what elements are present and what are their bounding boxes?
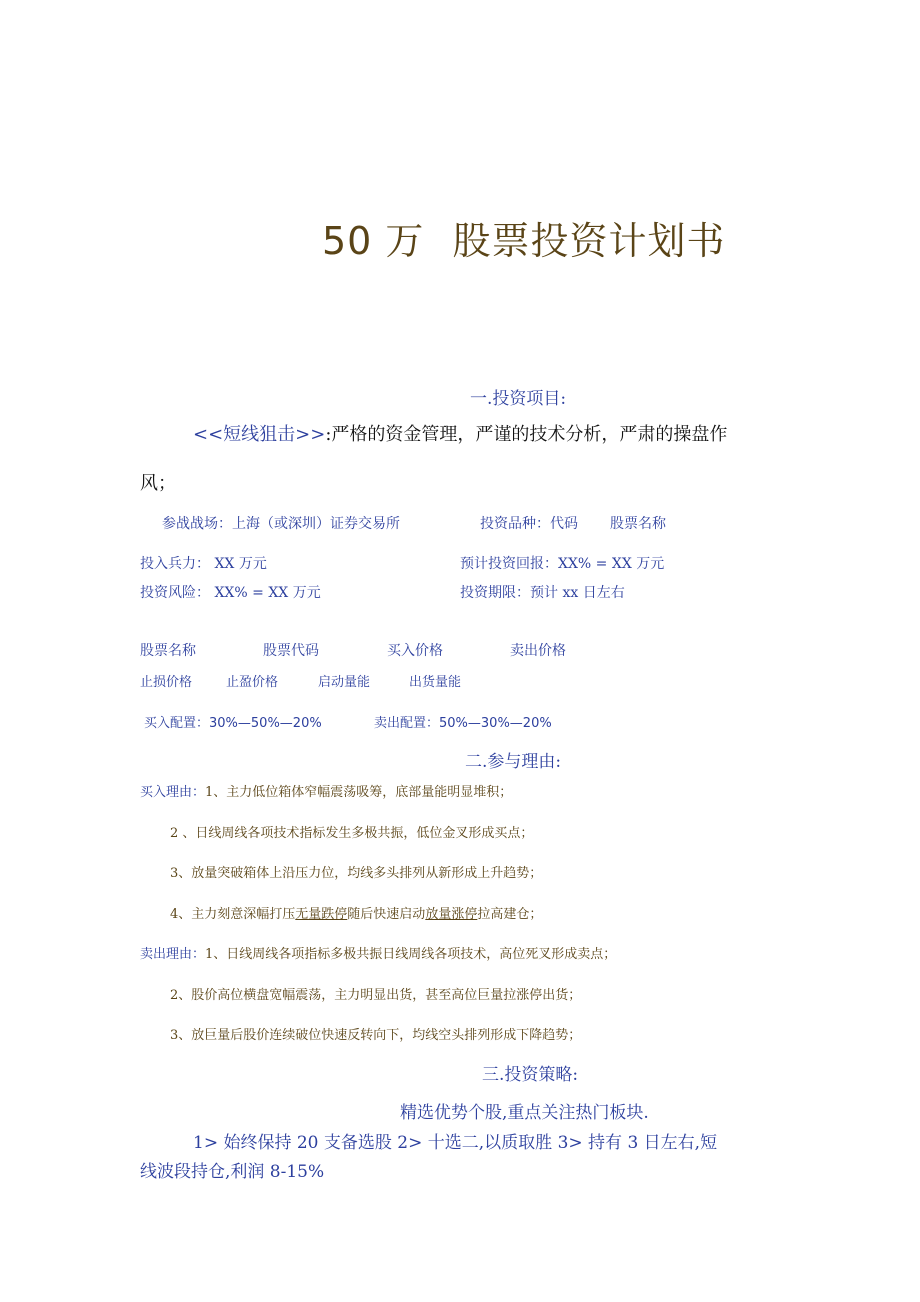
section2-heading: 二.参与理由: xyxy=(465,752,562,772)
sell-label: 卖出理由： xyxy=(140,947,206,962)
title-amount: 50 万 xyxy=(322,219,425,263)
variety-name-field: 股票名称 xyxy=(610,516,666,532)
period-field: 投资期限：预计 xx 日左右 xyxy=(460,585,625,601)
section3-heading: 三.投资策略: xyxy=(482,1065,579,1085)
page-title xyxy=(322,210,725,265)
buy-reason-line xyxy=(170,903,542,922)
sell-alloc-label: 卖出配置： xyxy=(374,716,440,731)
slogan-quote: <<短线狙击>> xyxy=(193,424,326,445)
slogan-text: :严格的资金管理，严谨的技术分析，严肃的操盘作 xyxy=(325,424,728,445)
buy-reason-line xyxy=(140,781,512,800)
buy-alloc-value: 30%—50%—20% xyxy=(209,716,322,731)
sell-reason-line: 3、放巨量后股价连续破位快速反转向下，均线空头排列形成下降趋势； xyxy=(170,1028,582,1043)
buy-allocation xyxy=(144,712,322,731)
buy-alloc-label: 买入配置： xyxy=(144,716,210,731)
strategy-line: 线波段持仓,利润 8-15% xyxy=(140,1162,325,1182)
underlined-term: 无量跌停 xyxy=(295,907,348,922)
reason-text: 随后快速启动 xyxy=(347,907,426,922)
buy-label: 买入理由： xyxy=(140,785,206,800)
variety-field: 投资品种：代码 xyxy=(480,516,578,532)
buy-reason-line: 3、放量突破箱体上沿压力位，均线多头排列从新形成上升趋势； xyxy=(170,866,543,881)
sell-reason-text: 1、日线周线各项指标多极共振日线周线各项技术，高位死叉形成卖点； xyxy=(205,947,617,962)
column-header: 买入价格 xyxy=(387,643,443,659)
column-header: 股票名称 xyxy=(140,643,196,659)
sell-reason-line xyxy=(140,943,616,962)
buy-reason-line: 2 、日线周线各项技术指标发生多极共振，低位金叉形成买点； xyxy=(170,826,534,841)
underlined-term: 放量涨停 xyxy=(425,907,478,922)
column-header: 股票代码 xyxy=(263,643,319,659)
buy-reason-text: 1、主力低位箱体窄幅震荡吸筹，底部量能明显堆积； xyxy=(205,785,513,800)
strategy-line: 1> 始终保持 20 支备选股 2> 十选二,以质取胜 3> 持有 3 日左右,短 xyxy=(193,1133,718,1153)
slogan xyxy=(193,420,727,446)
column-header: 启动量能 xyxy=(318,675,371,690)
slogan-continuation: 风； xyxy=(140,473,176,494)
sell-reason-line: 2、股价高位横盘宽幅震荡，主力明显出货，甚至高位巨量拉涨停出货； xyxy=(170,988,582,1003)
title-text: 股票投资计划书 xyxy=(452,219,726,263)
sell-allocation xyxy=(374,712,552,731)
section1-heading: 一.投资项目: xyxy=(470,389,567,409)
column-header: 卖出价格 xyxy=(510,643,566,659)
risk-field: 投资风险： XX% = XX 万元 xyxy=(140,585,321,601)
sell-alloc-value: 50%—30%—20% xyxy=(439,716,552,731)
strategy-subtitle: 精选优势个股,重点关注热门板块. xyxy=(400,1103,649,1123)
column-header: 出货量能 xyxy=(409,675,462,690)
market-field: 参战战场：上海（或深圳）证券交易所 xyxy=(162,516,400,532)
column-header: 止盈价格 xyxy=(226,675,279,690)
column-header: 止损价格 xyxy=(140,675,193,690)
reason-text: 4、主力刻意深幅打压 xyxy=(170,907,296,922)
reason-text: 拉高建仓； xyxy=(477,907,543,922)
capital-field: 投入兵力： XX 万元 xyxy=(140,556,267,572)
expected-return-field: 预计投资回报：XX% = XX 万元 xyxy=(460,556,665,572)
